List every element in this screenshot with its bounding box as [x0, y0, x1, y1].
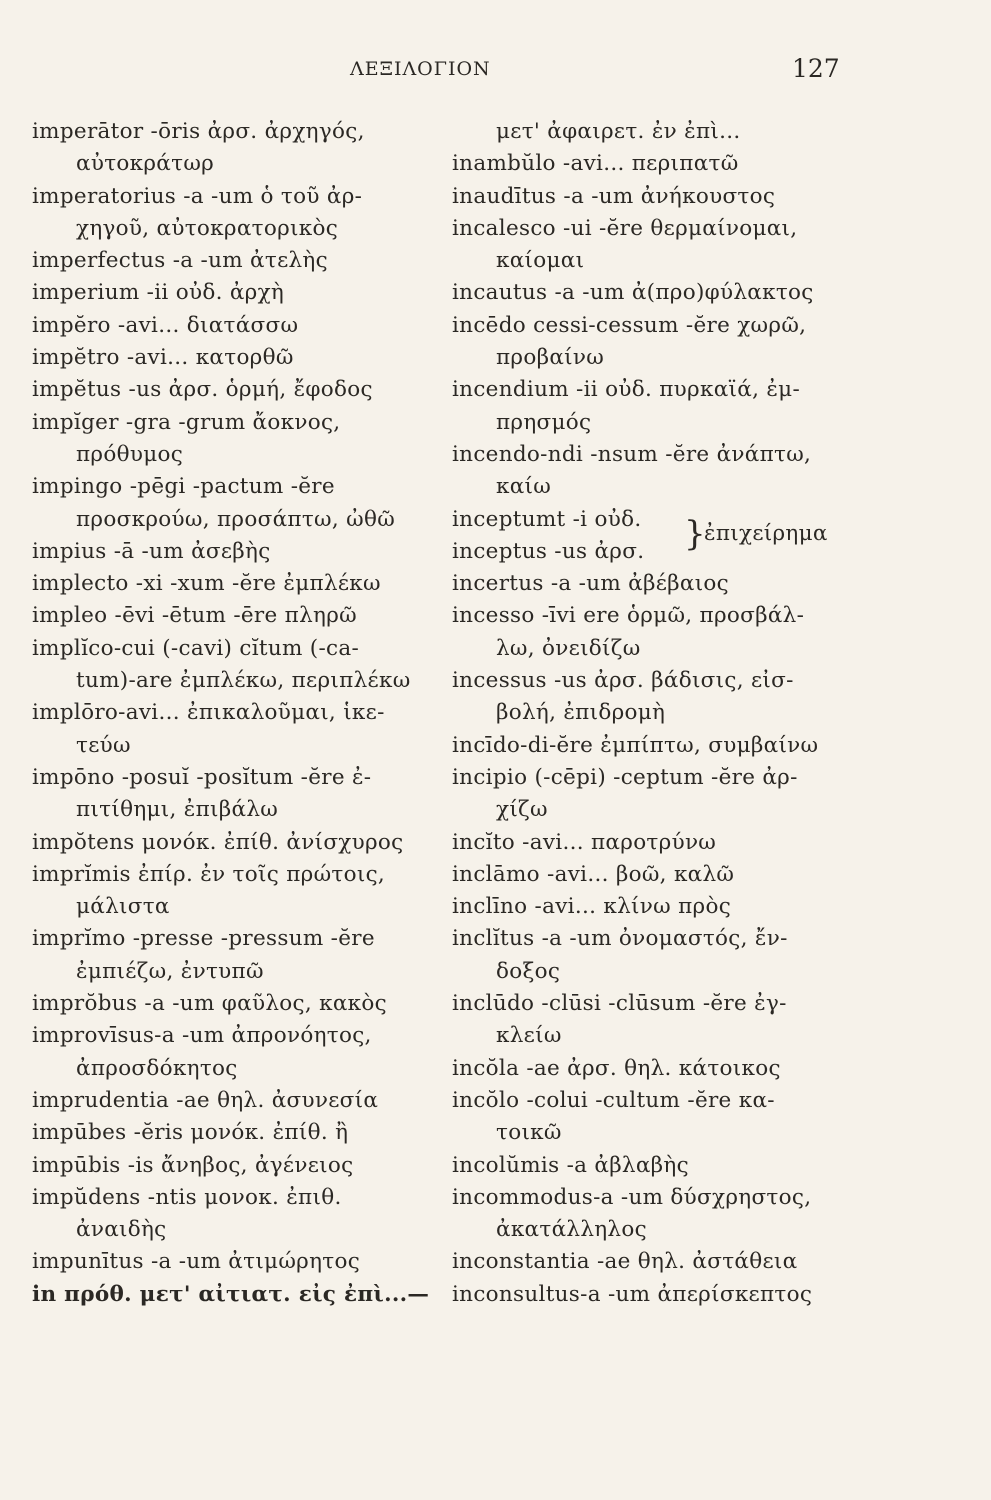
- entry-line: κλείω: [496, 1023, 562, 1049]
- entry-line: imperatorius -a -um ὁ τοῦ ἀρ-: [32, 183, 363, 209]
- entry-line: πρόθυμος: [76, 441, 184, 467]
- entry-line: impunītus -a -um ἀτιμώρητος: [32, 1249, 361, 1275]
- entry-line: τεύω: [76, 732, 131, 758]
- entry-line: πρησμός: [496, 409, 592, 435]
- entry-line: inceptumt -i οὐδ.: [452, 506, 642, 532]
- entry-line: imprĭmis ἐπίρ. ἐν τοῖς πρώτοις,: [32, 861, 386, 887]
- entry-line: inambŭlo -avi... περιπατῶ: [452, 151, 739, 177]
- entry-line: impŭdens -ntis μονοκ. ἐπιθ.: [32, 1184, 342, 1210]
- entry-line: λω, ὀνειδίζω: [496, 635, 641, 661]
- entry-line: προβαίνω: [496, 345, 605, 371]
- entry-line: inclāmo -avi... βοῶ, καλῶ: [452, 861, 735, 887]
- entry-line: imprĭmo -presse -pressum -ĕre: [32, 926, 375, 952]
- running-title: ΛΕΞΙΛΟΓΙΟΝ: [350, 58, 491, 80]
- entry-line: imperfectus -a -um ἀτελὴς: [32, 248, 328, 274]
- entry-line: impŏtens μονόκ. ἐπίθ. ἀνίσχυρος: [32, 829, 404, 855]
- entry-line: τοικῶ: [496, 1120, 562, 1146]
- entry-line: imprŏbus -a -um φαῦλος, κακὸς: [32, 991, 387, 1017]
- entry-line: incēdo cessi-cessum -ĕre χωρῶ,: [452, 312, 807, 338]
- entry-line: impingo -pēgi -pactum -ĕre: [32, 474, 335, 500]
- entry-line: impūbes -ĕris μονόκ. ἐπίθ. ἢ: [32, 1120, 349, 1146]
- entry-line: inconstantia -ae θηλ. ἀστάθεια: [452, 1249, 798, 1275]
- entry-line: inclĭtus -a -um ὀνομαστός, ἔν-: [452, 926, 788, 952]
- brace-group: [452, 504, 852, 569]
- entry-line: improvīsus-a -um ἀπρονόητος,: [32, 1023, 372, 1049]
- entry-line: tum)-are ἐμπλέκω, περιπλέκω: [76, 668, 411, 694]
- entry-line: ἐμπιέζω, ἐντυπῶ: [76, 958, 264, 984]
- entry-line: incautus -a -um ἀ(προ)φύλακτος: [452, 280, 814, 306]
- brace-mark: }: [684, 513, 706, 554]
- entry-line: inconsultus-a -um ἀπερίσκεπτος: [452, 1281, 813, 1307]
- entry-line: καίω: [496, 474, 552, 500]
- entry-line: ἀναιδὴς: [76, 1217, 167, 1243]
- entry-line: imprudentia -ae θηλ. ἀσυνεσία: [32, 1087, 379, 1113]
- entry-line: inclīno -avi... κλίνω πρὸς: [452, 894, 732, 920]
- right-column: [452, 116, 852, 1311]
- entry-line: βολή, ἐπιδρομὴ: [496, 700, 666, 726]
- entry-line: impius -ā -um ἀσεβὴς: [32, 538, 271, 564]
- entry-line: incommodus-a -um δύσχρηστος,: [452, 1184, 812, 1210]
- entry-line: μάλιστα: [76, 894, 170, 920]
- entry-line: incŏla -ae ἀρσ. θηλ. κάτοικος: [452, 1055, 781, 1081]
- entry-line: χηγοῦ, αὐτοκρατορικὸς: [76, 215, 339, 241]
- entry-line: impōno -posuĭ -posĭtum -ĕre ἐ-: [32, 764, 372, 790]
- entry-line: δοξος: [496, 958, 561, 984]
- entry-line: incesso -īvi ere ὁρμῶ, προσβάλ-: [452, 603, 805, 629]
- entry-line: impūbis -is ἄνηβος, ἀγένειος: [32, 1152, 354, 1178]
- entry-line: imperātor -ōris ἀρσ. ἀρχηγός,: [32, 119, 365, 144]
- entry-line: χίζω: [496, 797, 548, 823]
- entry-line: imperium -ii οὐδ. ἀρχὴ: [32, 280, 285, 306]
- entry-line: αὐτοκράτωρ: [76, 151, 215, 177]
- entry-line: inceptus -us ἀρσ.: [452, 538, 645, 564]
- entry-line: incŏlo -colui -cultum -ĕre κα-: [452, 1087, 775, 1113]
- entry-line: καίομαι: [496, 248, 585, 274]
- entry-line: in πρόθ. μετ' αἰτιατ. εἰς ἐπὶ...—: [32, 1281, 430, 1307]
- brace-gloss: ἐπιχείρημα: [704, 520, 828, 546]
- entry-line: incalesco -ui -ĕre θερμαίνομαι,: [452, 215, 798, 241]
- entry-line: incendium -ii οὐδ. πυρκαϊά, ἐμ-: [452, 377, 801, 403]
- entry-line: incĭto -avi... παροτρύνω: [452, 829, 717, 855]
- entry-line: incīdo-di-ĕre ἐμπίπτω, συμβαίνω: [452, 732, 819, 758]
- entry-line: ἀπροσδόκητος: [76, 1055, 238, 1081]
- entry-line: incolŭmis -a ἀβλαβὴς: [452, 1152, 689, 1178]
- entry-line: inaudītus -a -um ἀνήκουστος: [452, 183, 776, 209]
- entry-line: incendo-ndi -nsum -ĕre ἀνάπτω,: [452, 441, 812, 467]
- page-number: 127: [792, 54, 840, 83]
- entry-line: impĕtro -avi... κατορθῶ: [32, 345, 294, 371]
- entry-line: προσκρούω, προσάπτω, ὠθῶ: [76, 506, 396, 532]
- entry-line: implĭco-cui (-cavi) cĭtum (-ca-: [32, 635, 360, 661]
- entry-line: impleo -ēvi -ētum -ēre πληρῶ: [32, 603, 357, 629]
- entry-line: impĕro -avi... διατάσσω: [32, 312, 299, 338]
- entry-line: ἀκατάλληλος: [496, 1217, 647, 1243]
- entry-line: incessus -us ἀρσ. βάδισις, εἰσ-: [452, 668, 794, 694]
- entry-line: implōro-avi... ἐπικαλοῦμαι, ἱκε-: [32, 700, 385, 726]
- entry-line: impĭger -gra -grum ἄοκνος,: [32, 409, 341, 435]
- entry-line: μετ' ἀφαιρετ. ἐν ἐπὶ...: [496, 119, 741, 144]
- entry-line: implecto -xi -xum -ĕre ἐμπλέκω: [32, 571, 381, 597]
- entry-line: inclūdo -clūsi -clūsum -ĕre ἐγ-: [452, 991, 787, 1017]
- entry-line: incertus -a -um ἀβέβαιος: [452, 571, 730, 597]
- entry-line: πιτίθημι, ἐπιβάλω: [76, 797, 279, 823]
- entry-line: impĕtus -us ἀρσ. ὁρμή, ἔφοδος: [32, 377, 373, 403]
- entry-line: incipio (-cēpi) -ceptum -ĕre ἀρ-: [452, 764, 798, 790]
- left-column: [32, 116, 457, 1311]
